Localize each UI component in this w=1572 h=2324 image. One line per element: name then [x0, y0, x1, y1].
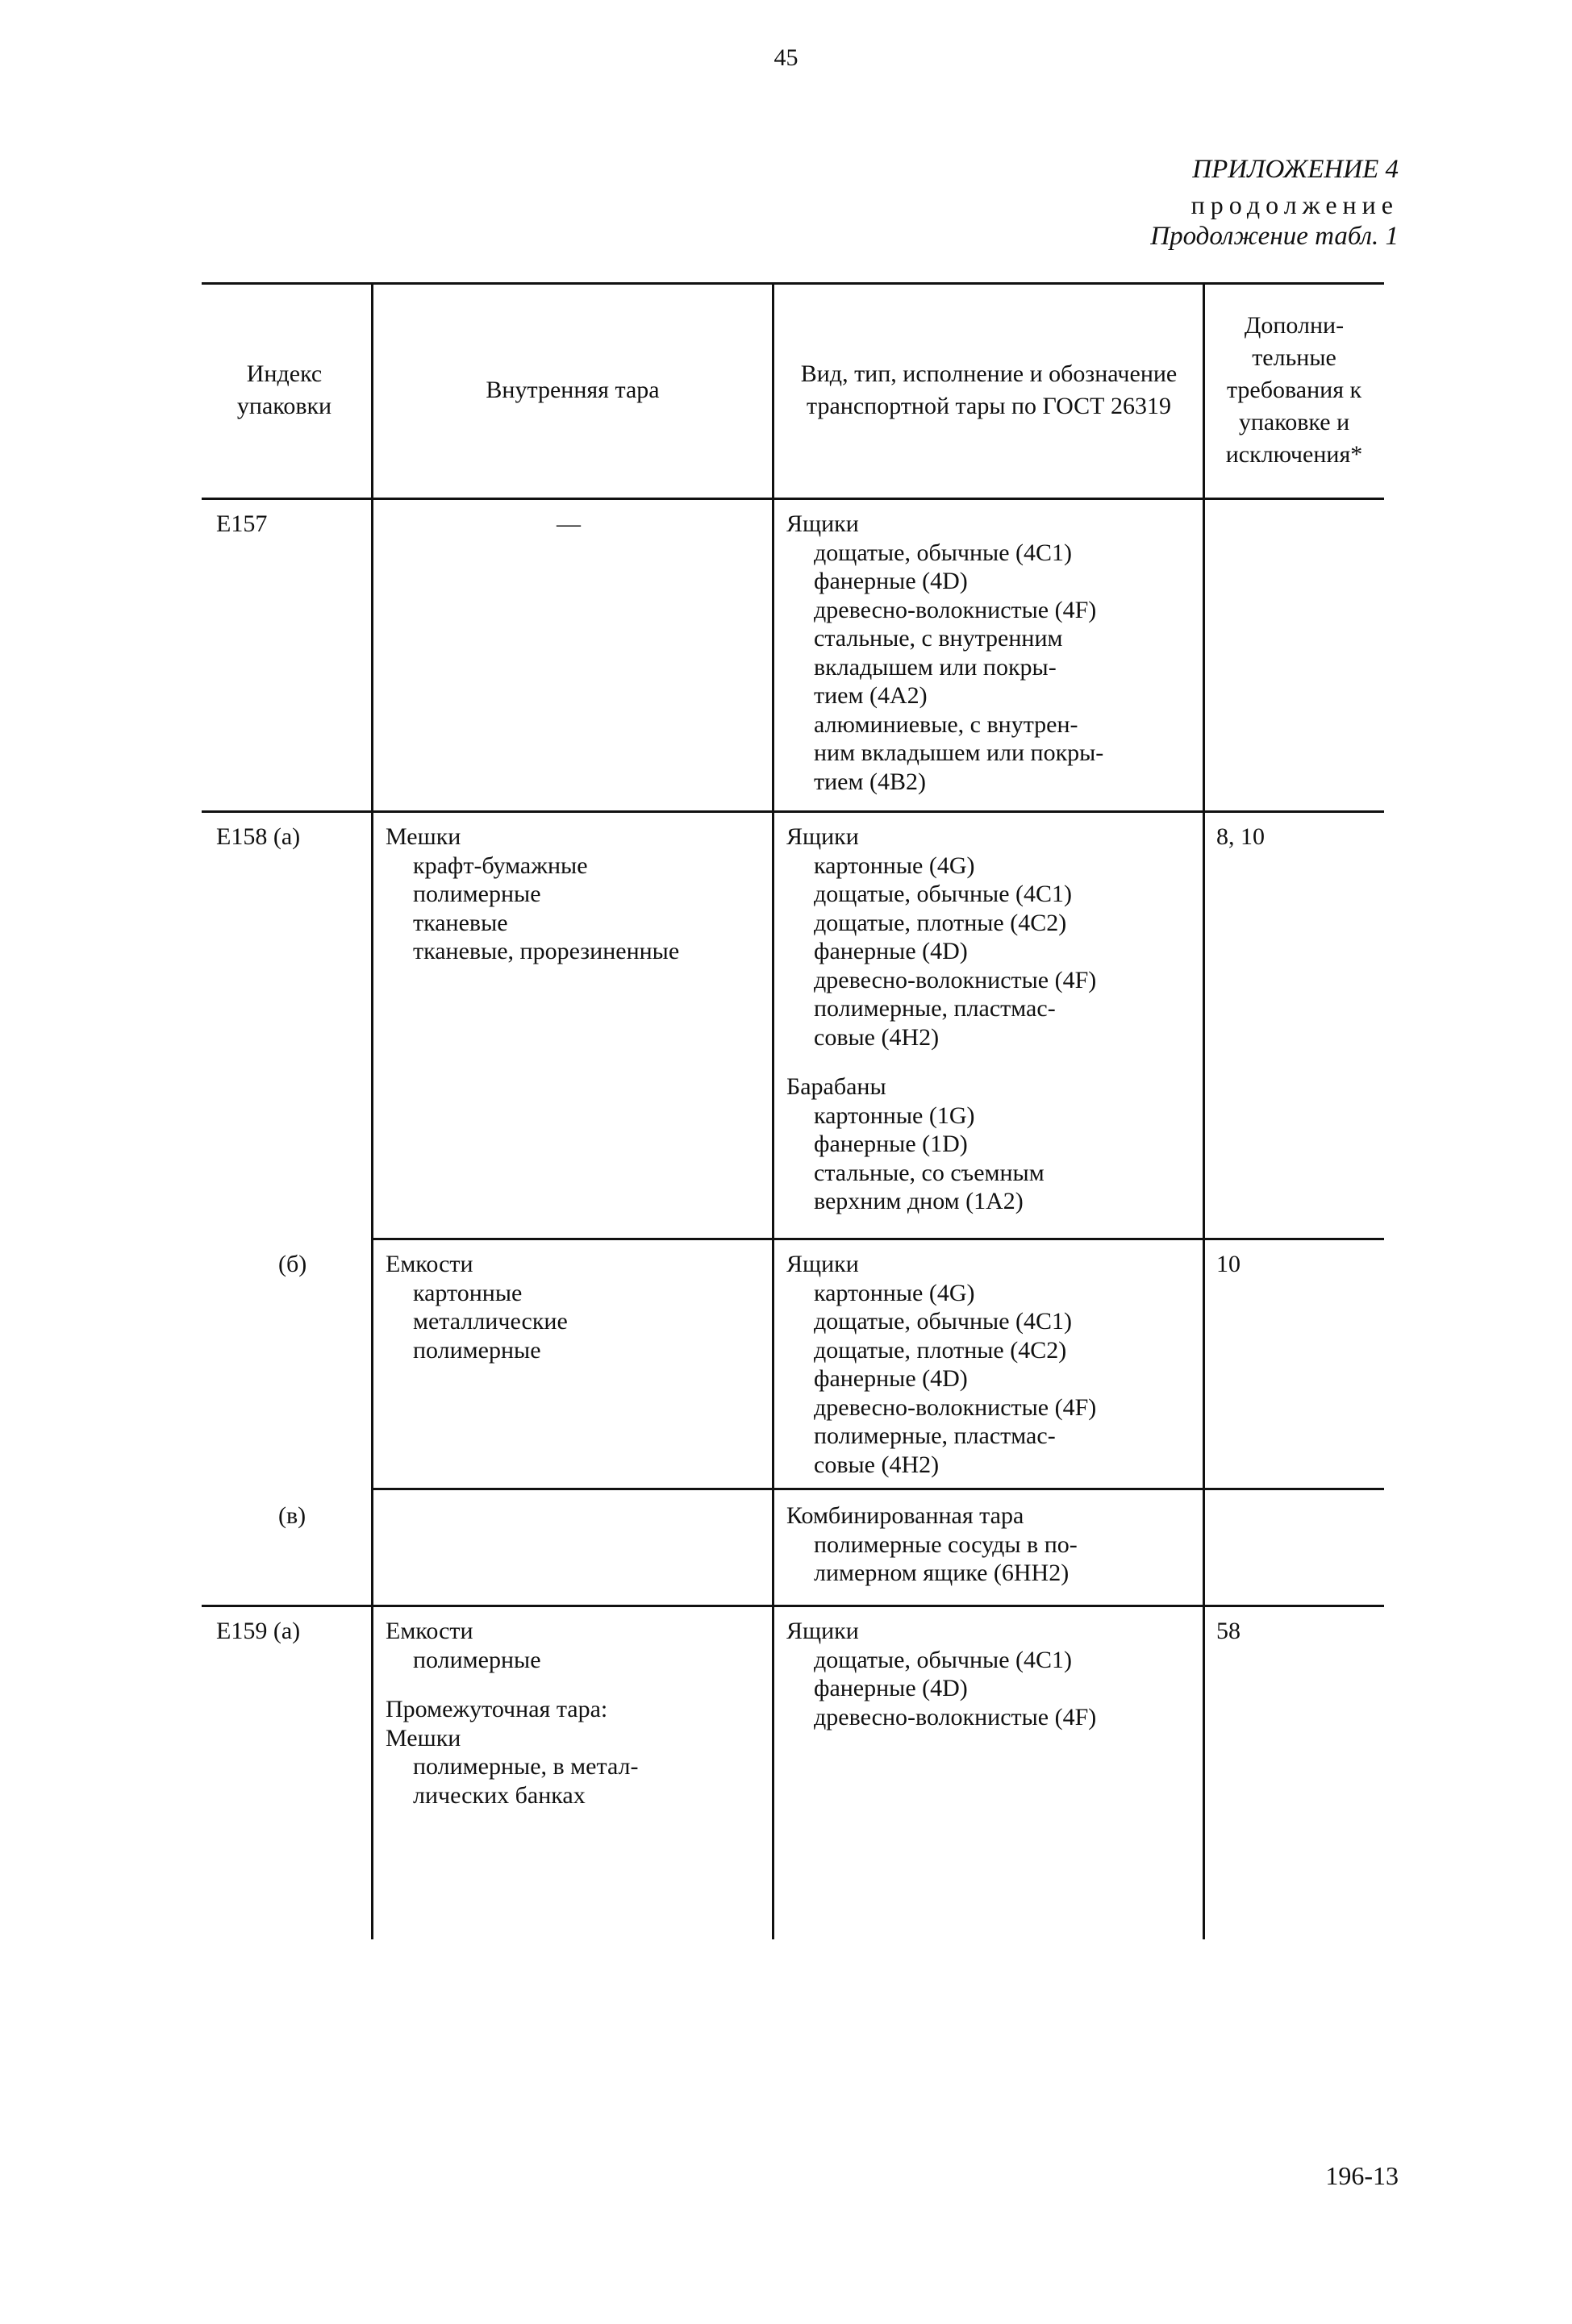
row-v-index: (в) — [278, 1502, 306, 1529]
transport-line: совые (4Н2) — [814, 1023, 940, 1051]
transport-line: верхним дном (1А2) — [814, 1188, 1024, 1214]
row-rule-e158 — [202, 810, 1384, 813]
transport-line: древесно-волокнистые (4F) — [814, 596, 1097, 623]
transport-line: фанерные (4D) — [814, 1365, 968, 1392]
col-rule-extra — [1203, 282, 1205, 1939]
transport-line: древесно-волокнистые (4F) — [814, 1393, 1097, 1421]
row-v-transport — [786, 1501, 1078, 1588]
row-b-inner — [386, 1250, 568, 1364]
transport-line: Ящики — [786, 823, 859, 850]
row-rule-b — [371, 1238, 1384, 1240]
row-e159a-transport — [786, 1617, 1096, 1731]
row-e158a-inner — [386, 823, 679, 966]
transport-line: дощатые, плотные (4С2) — [814, 1336, 1067, 1364]
row-b-extra: 10 — [1216, 1251, 1241, 1277]
row-e159a-index: E159 (а) — [216, 1618, 301, 1644]
transport-line: дощатые, плотные (4С2) — [814, 909, 1067, 936]
row-b-transport — [786, 1250, 1096, 1479]
footer-code: 196-13 — [1325, 2161, 1399, 2190]
inner-line: полимерные — [413, 881, 541, 907]
transport-line: лимерном ящике (6НН2) — [814, 1560, 1070, 1586]
inner-line: полимерные — [413, 1336, 541, 1364]
transport-line: Барабаны — [786, 1073, 886, 1100]
inner-line: Емкости — [386, 1251, 473, 1277]
transport-line: фанерные (4D) — [814, 938, 968, 964]
table-header-rule — [202, 498, 1384, 500]
transport-line: дощатые, обычные (4С1) — [814, 1308, 1073, 1335]
inner-line: металлические — [413, 1308, 568, 1335]
transport-line: стальные, с внутренним — [814, 625, 1063, 652]
inner-line: тканевые — [413, 909, 508, 936]
row-e158a-transport — [786, 823, 1096, 1216]
transport-line: Ящики — [786, 1251, 859, 1277]
row-e159a-inner — [386, 1617, 639, 1810]
transport-line: фанерные (4D) — [814, 1675, 968, 1701]
col-rule-transport — [772, 282, 774, 1939]
inner-line: Мешки — [386, 823, 461, 850]
transport-line: стальные, со съемным — [814, 1159, 1045, 1186]
transport-line: полимерные, пластмас- — [814, 1422, 1056, 1449]
transport-line: древесно-волокнистые (4F) — [814, 966, 1097, 993]
spacer — [386, 1674, 639, 1695]
row-rule-e159 — [202, 1605, 1384, 1607]
table-top-rule — [202, 282, 1384, 285]
header-extra: Дополни- тельные требования к упаковке и исключения* — [1225, 312, 1363, 468]
row-b-index: (б) — [278, 1251, 307, 1277]
transport-line: картонные (4G) — [814, 852, 975, 879]
row-e157-inner — [557, 510, 581, 539]
inner-line: Мешки — [386, 1724, 461, 1751]
page-number: 45 — [773, 44, 799, 71]
transport-line: полимерные, пластмас- — [814, 995, 1056, 1022]
inner-line: крафт-бумажные — [413, 852, 588, 879]
transport-line: дощатые, обычные (4С1) — [814, 539, 1073, 566]
row-e158a-index: E158 (а) — [216, 823, 301, 850]
transport-line: дощатые, обычные (4С1) — [814, 1646, 1073, 1673]
transport-line: дощатые, обычные (4С1) — [814, 881, 1073, 907]
row-e157-transport — [786, 510, 1103, 796]
row-e157-index: E157 — [216, 510, 268, 537]
inner-dash: — — [557, 510, 581, 537]
header-index: Индекс упаковки — [236, 360, 332, 419]
header-transport: Вид, тип, исполнение и обозначение транспортной тары по ГОСТ 26319 — [800, 360, 1178, 419]
transport-line: полимерные сосуды в по- — [814, 1531, 1078, 1558]
transport-line: картонные (1G) — [814, 1102, 975, 1129]
table-continuation-label: Продолжение табл. 1 — [1150, 222, 1399, 251]
row-rule-v — [371, 1488, 1384, 1490]
inner-line: Промежуточная тара: — [386, 1696, 608, 1722]
inner-line: лических банках — [413, 1781, 586, 1809]
transport-line: алюминиевые, с внутрен- — [814, 710, 1078, 738]
transport-line: ним вкладышем или покры- — [814, 739, 1104, 766]
transport-line: фанерные (4D) — [814, 568, 968, 594]
row-e158a-extra: 8, 10 — [1216, 823, 1265, 850]
transport-line: фанерные (1D) — [814, 1131, 968, 1157]
transport-line: Комбинированная тара — [786, 1502, 1024, 1529]
transport-line: Ящики — [786, 510, 859, 537]
inner-line: тканевые, прорезиненные — [413, 938, 680, 964]
inner-line: картонные — [413, 1279, 523, 1306]
transport-line: Ящики — [786, 1618, 859, 1644]
spacer — [786, 1052, 1096, 1072]
inner-line: Емкости — [386, 1618, 473, 1644]
transport-line: тием (4А2) — [814, 682, 928, 709]
col-rule-inner — [371, 282, 373, 1939]
inner-line: полимерные, в метал- — [413, 1753, 639, 1780]
row-e159a-extra: 58 — [1216, 1618, 1241, 1644]
appendix-title: ПРИЛОЖЕНИЕ 4 — [1192, 155, 1399, 184]
inner-line: полимерные — [413, 1646, 541, 1673]
transport-line: тием (4В2) — [814, 768, 926, 795]
continuation-label: продолжение — [1190, 190, 1399, 219]
header-inner: Внутренняя тара — [486, 377, 660, 403]
transport-line: древесно-волокнистые (4F) — [814, 1703, 1097, 1731]
transport-line: картонные (4G) — [814, 1279, 975, 1306]
transport-line: совые (4Н2) — [814, 1451, 940, 1478]
transport-line: вкладышем или покры- — [814, 653, 1057, 681]
